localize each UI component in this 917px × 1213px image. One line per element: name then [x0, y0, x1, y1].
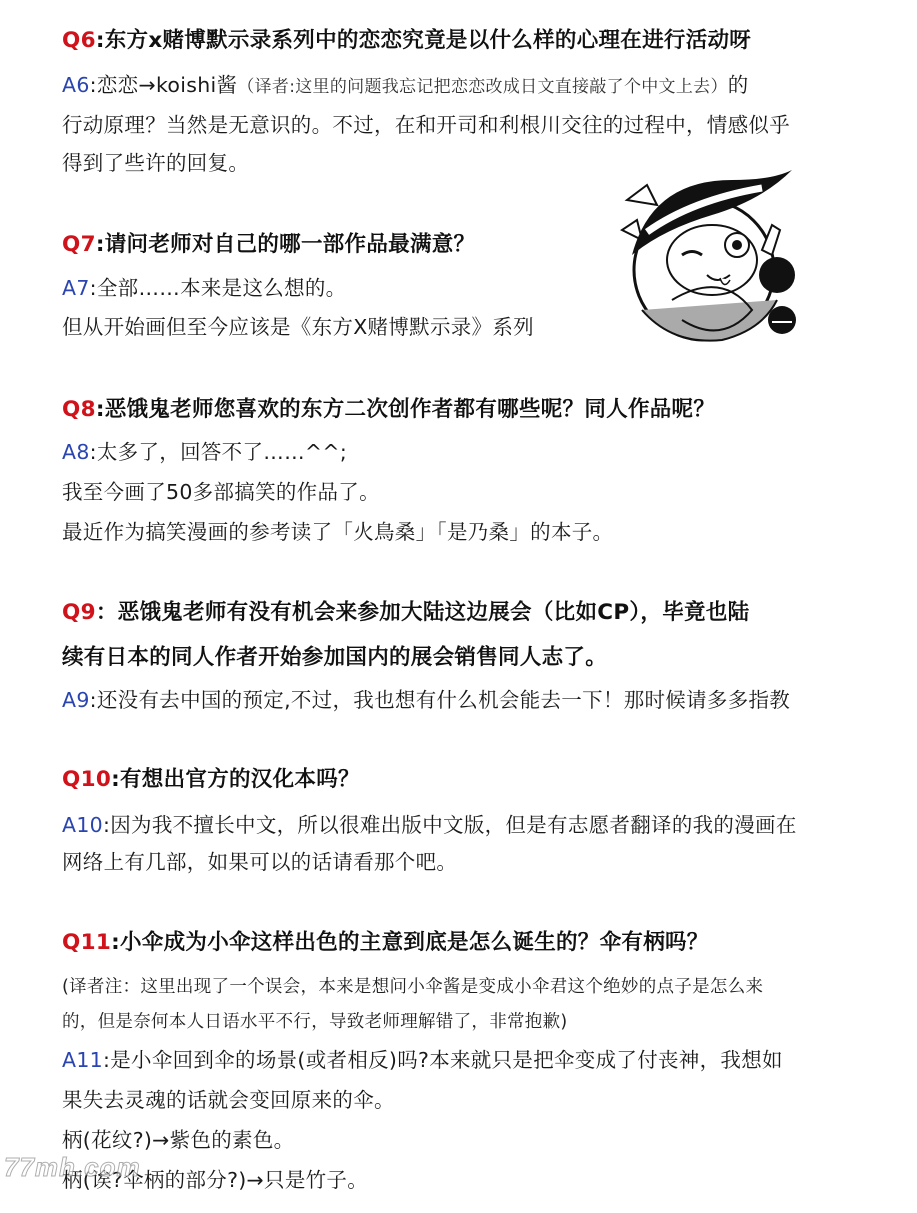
- question-8: [62, 395, 715, 425]
- question-text: ：恶饿鬼老师有没有机会来参加大陆这边展会（比如CP），毕竟也陆: [95, 600, 750, 625]
- question-tag: Q7: [62, 232, 96, 257]
- question-tag: Q8: [62, 397, 96, 422]
- answer-line: 但从开始画但至今应该是《东方X赌博默示录》系列: [62, 315, 534, 339]
- answer-tag: A7: [62, 276, 90, 300]
- answer-text: :太多了，回答不了……^^;: [89, 440, 348, 464]
- answer-line: 柄(诶?伞柄的部分?)→只是竹子。: [62, 1168, 369, 1192]
- question-7: [62, 230, 475, 260]
- answer-line: 得到了些许的回复。: [62, 151, 250, 175]
- question-6: [62, 26, 751, 56]
- answer-tag: A9: [62, 688, 90, 712]
- question-text: :请问老师对自己的哪一部作品最满意？: [95, 232, 476, 257]
- answer-6: [62, 70, 749, 102]
- answer-tag: A6: [62, 73, 90, 97]
- answer-text: :还没有去中国的预定,不过，我也想有什么机会能去一下！那时候请多多指教: [89, 688, 791, 712]
- answer-tag: A8: [62, 440, 90, 464]
- question-text: :东方x赌博默示录系列中的恋恋究竟是以什么样的心理在进行活动呀: [95, 28, 752, 53]
- answer-line: 行动原理？当然是无意识的。不过，在和开司和利根川交往的过程中，情感似乎: [62, 113, 790, 137]
- question-text: :小伞成为小伞这样出色的主意到底是怎么诞生的？伞有柄吗？: [111, 930, 709, 955]
- answer-7: [62, 273, 346, 303]
- question-text: :有想出官方的汉化本吗？: [111, 767, 360, 792]
- answer-11: [62, 1045, 783, 1075]
- question-tag: Q10: [62, 767, 112, 792]
- question-11: [62, 928, 709, 958]
- watermark: 77mh.com: [4, 1152, 141, 1182]
- answer-text: :全部……本来是这么想的。: [89, 276, 347, 300]
- question-text: :恶饿鬼老师您喜欢的东方二次创作者都有哪些呢？同人作品呢？: [95, 397, 716, 422]
- chibi-character-illustration: [612, 160, 797, 355]
- translator-note: （译者:这里的问题我忘记把恋恋改成日文直接敲了个中文上去）: [237, 77, 728, 97]
- answer-8: [62, 437, 347, 467]
- answer-line: 最近作为搞笑漫画的参考读了「火鳥桑」「是乃桑」的本子。: [62, 520, 614, 544]
- question-9: [62, 598, 749, 628]
- answer-text: :恋恋→koishi酱: [89, 73, 238, 97]
- question-tag: Q9: [62, 600, 96, 625]
- question-10: [62, 765, 360, 795]
- question-tag: Q6: [62, 28, 96, 53]
- answer-line: 果失去灵魂的话就会变回原来的伞。: [62, 1088, 395, 1112]
- answer-line: 网络上有几部，如果可以的话请看那个吧。: [62, 850, 458, 874]
- answer-text-tail: 的: [727, 73, 749, 97]
- translator-note: 的，但是奈何本人日语水平不行，导致老师理解错了，非常抱歉): [62, 1012, 568, 1032]
- answer-tag: A11: [62, 1048, 104, 1072]
- question-9-cont: 续有日本的同人作者开始参加国内的展会销售同人志了。: [62, 645, 608, 670]
- answer-line: 我至今画了50多部搞笑的作品了。: [62, 480, 380, 504]
- question-tag: Q11: [62, 930, 112, 955]
- answer-tag: A10: [62, 813, 104, 837]
- answer-10: [62, 810, 797, 840]
- answer-9: [62, 685, 790, 715]
- translator-note: (译者注：这里出现了一个误会，本来是想问小伞酱是变成小伞君这个绝妙的点子是怎么来: [62, 977, 764, 997]
- answer-text: :因为我不擅长中文，所以很难出版中文版，但是有志愿者翻译的我的漫画在: [103, 813, 797, 837]
- answer-line: 柄(花纹?)→紫色的素色。: [62, 1128, 295, 1152]
- answer-text: :是小伞回到伞的场景(或者相反)吗?本来就只是把伞变成了付丧神，我想如: [103, 1048, 783, 1072]
